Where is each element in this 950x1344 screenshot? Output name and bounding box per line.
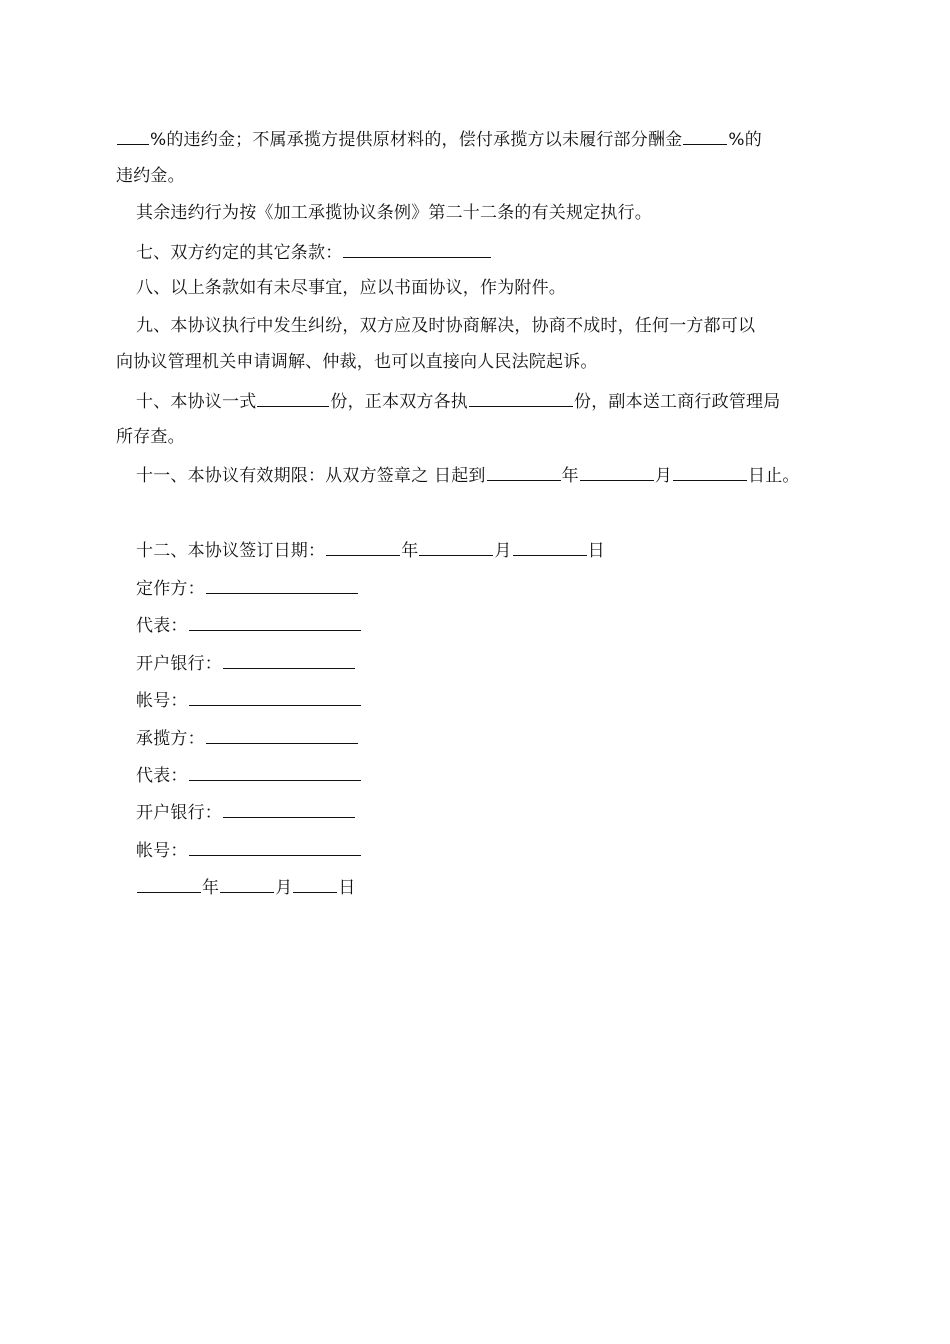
final-day-label: 日: [338, 878, 356, 898]
clause-8: [136, 277, 566, 299]
clause-7-label: 七、双方约定的其它条款：: [136, 243, 343, 263]
party-a-rep-label: 代表：: [136, 616, 188, 636]
copies-each-blank[interactable]: [469, 389, 573, 407]
party-b-name-row: [136, 726, 359, 750]
party-a-rep-row: [136, 613, 362, 637]
validity-day-blank[interactable]: [673, 463, 747, 481]
clause-10-line-2: [116, 426, 185, 448]
validity-year-blank[interactable]: [487, 463, 561, 481]
penalty-text-3: 违约金。: [116, 166, 185, 186]
party-a-name-row: [136, 576, 359, 600]
penalty-clause-line-2: [116, 165, 185, 187]
clause-10-line-1: [136, 389, 780, 413]
copies-total-blank[interactable]: [257, 389, 329, 407]
clause-7-blank[interactable]: [343, 240, 491, 258]
signing-month-blank[interactable]: [419, 538, 493, 556]
other-breach-clause: [136, 202, 652, 224]
clause-11: [136, 463, 800, 487]
signing-day-label: 日: [587, 541, 605, 561]
party-b-account-label: 帐号：: [136, 841, 188, 861]
clause-12-label: 十二、本协议签订日期：: [136, 541, 326, 561]
clause-9-text-1: 九、本协议执行中发生纠纷，双方应及时协商解决，协商不成时，任何一方都可以: [136, 316, 756, 336]
clause-8-text: 八、以上条款如有未尽事宜，应以书面协议，作为附件。: [136, 278, 566, 298]
final-day-blank[interactable]: [293, 875, 337, 893]
validity-month-label: 月: [654, 466, 673, 486]
clause-10-text-1: 十、本协议一式: [136, 392, 257, 412]
clause-7: [136, 240, 492, 264]
final-year-blank[interactable]: [137, 875, 201, 893]
party-b-name-label: 承揽方：: [136, 729, 205, 749]
party-a-account-label: 帐号：: [136, 691, 188, 711]
validity-month-blank[interactable]: [580, 463, 654, 481]
clause-9-text-2: 向协议管理机关申请调解、仲裁，也可以直接向人民法院起诉。: [116, 352, 598, 372]
party-a-bank-label: 开户银行：: [136, 654, 222, 674]
party-a-account-row: [136, 688, 362, 712]
penalty-percent-blank-2[interactable]: [683, 127, 727, 145]
penalty-clause-line-1: [116, 127, 762, 151]
party-a-name-label: 定作方：: [136, 579, 205, 599]
party-b-bank-blank[interactable]: [223, 800, 355, 818]
penalty-text-1: %的违约金；不属承揽方提供原材料的，偿付承揽方以未履行部分酬金: [150, 130, 683, 150]
clause-10-text-3: 份，副本送工商行政管理局: [574, 392, 781, 412]
party-a-name-blank[interactable]: [206, 576, 358, 594]
party-b-rep-row: [136, 763, 362, 787]
party-a-account-blank[interactable]: [189, 688, 361, 706]
clause-9-line-2: [116, 351, 598, 373]
party-b-bank-label: 开户银行：: [136, 803, 222, 823]
party-a-rep-blank[interactable]: [189, 613, 361, 631]
party-b-name-blank[interactable]: [206, 726, 358, 744]
party-b-rep-label: 代表：: [136, 766, 188, 786]
clause-12: [136, 538, 605, 562]
signing-year-blank[interactable]: [326, 538, 400, 556]
penalty-percent-blank-1[interactable]: [117, 127, 149, 145]
party-a-bank-blank[interactable]: [223, 651, 355, 669]
validity-end-label: 日止。: [748, 466, 800, 486]
party-a-bank-row: [136, 651, 356, 675]
validity-year-label: 年: [561, 466, 579, 486]
party-b-rep-blank[interactable]: [189, 763, 361, 781]
clause-9-line-1: [136, 315, 755, 337]
other-breach-text: 其余违约行为按《加工承揽协议条例》第二十二条的有关规定执行。: [136, 203, 652, 223]
party-b-account-row: [136, 838, 362, 862]
final-month-blank[interactable]: [220, 875, 274, 893]
signing-year-label: 年: [401, 541, 419, 561]
clause-10-text-2: 份，正本双方各执: [330, 392, 469, 412]
final-date-row: [136, 875, 356, 899]
party-b-bank-row: [136, 800, 356, 824]
signing-day-blank[interactable]: [513, 538, 587, 556]
final-month-label: 月: [275, 878, 293, 898]
clause-10-text-4: 所存查。: [116, 427, 185, 447]
signing-month-label: 月: [494, 541, 512, 561]
penalty-text-2: %的: [728, 130, 762, 150]
clause-11-text: 十一、本协议有效期限：从双方签章之 日起到: [136, 466, 486, 486]
party-b-account-blank[interactable]: [189, 838, 361, 856]
final-year-label: 年: [202, 878, 220, 898]
